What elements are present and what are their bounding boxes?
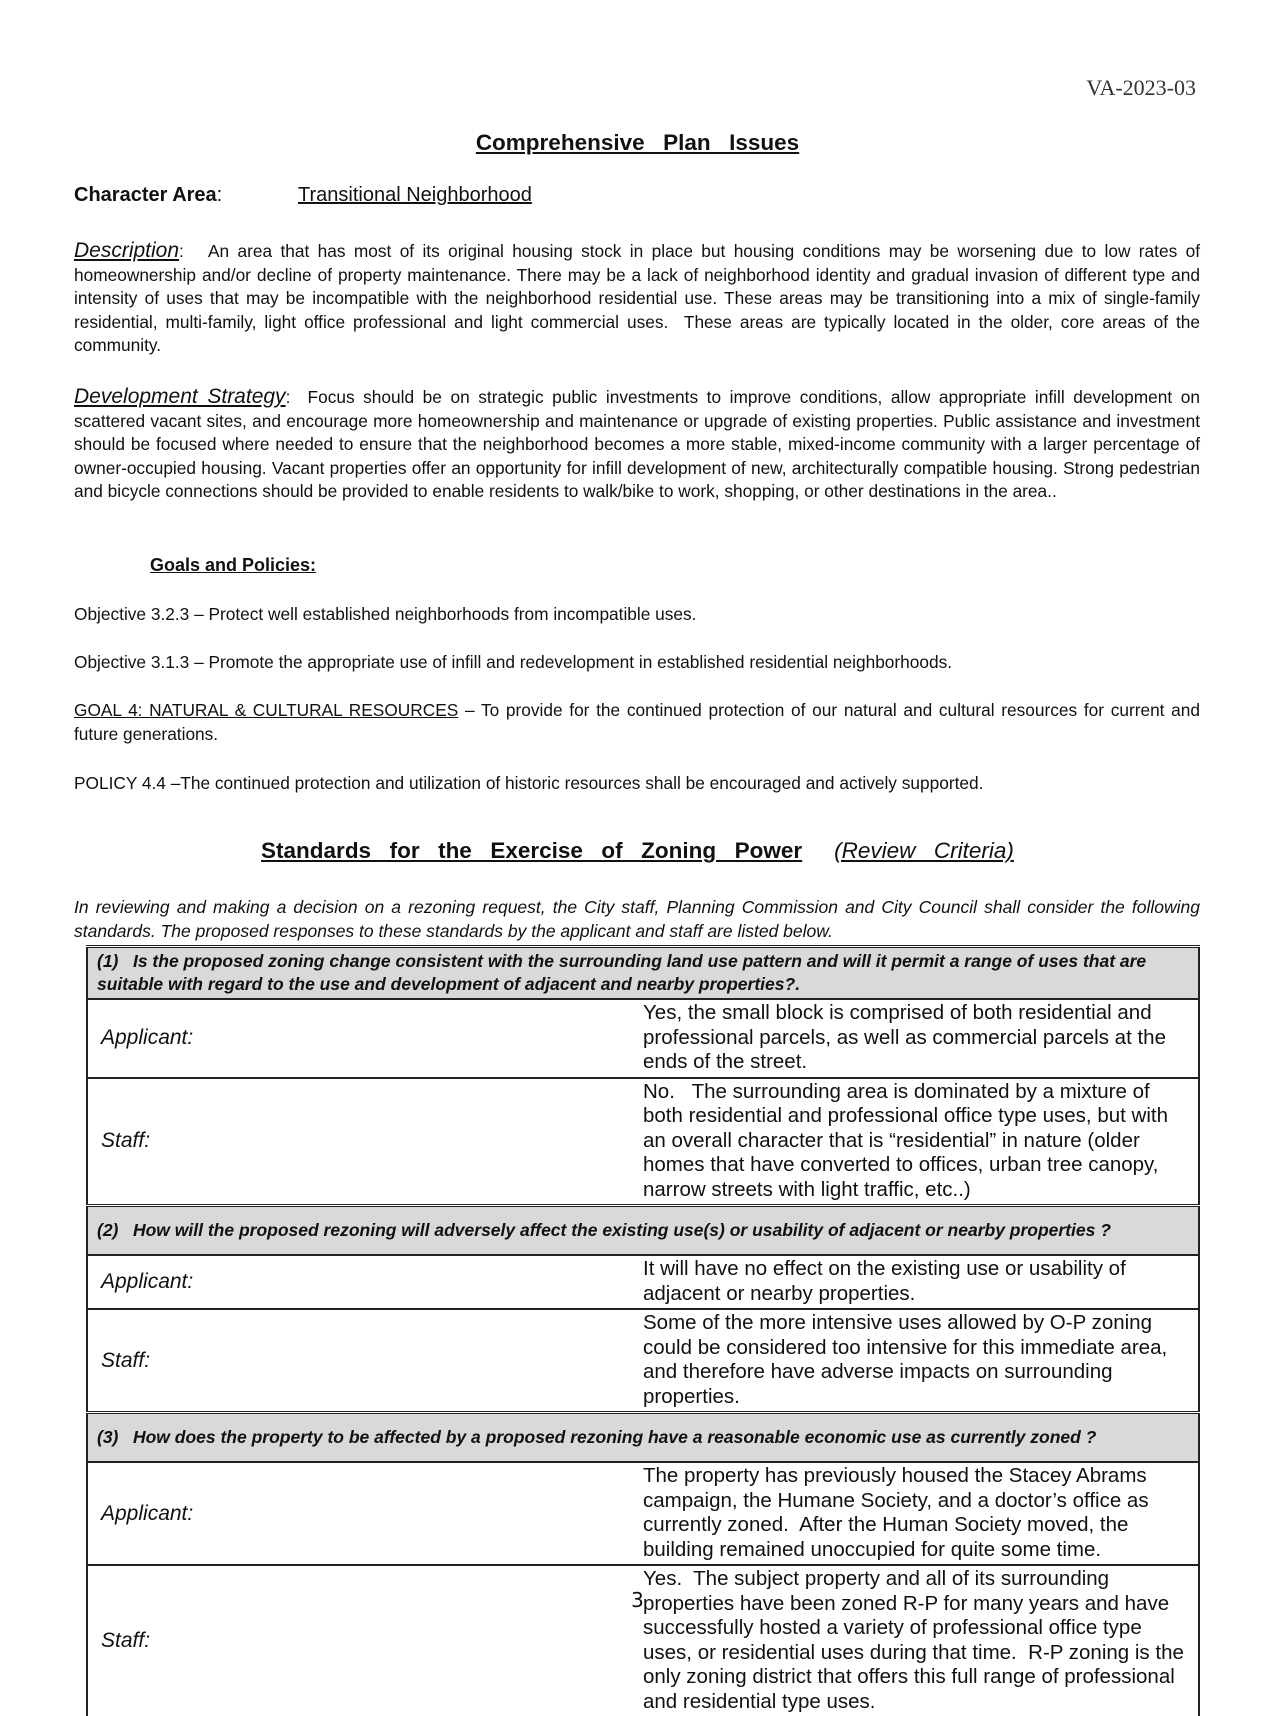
staff-response-2: Some of the more intensive uses allowed by O-P zoning could be considered too intensive for this immediate area, and therefore have adverse impacts on surrounding properties. xyxy=(643,1309,1199,1413)
applicant-response-1: Yes, the small block is comprised of both residential and professional parcels, as well as commercial parcels at the ends of the street. xyxy=(643,999,1199,1078)
policy-4-4: POLICY 4.4 –The continued protection and utilization of historic resources shall be encouraged and actively supported. xyxy=(74,773,984,793)
staff-label: Staff: xyxy=(87,1565,643,1716)
applicant-row xyxy=(87,1462,1199,1565)
development-strategy-label: Development Strategy xyxy=(74,385,286,408)
staff-label: Staff: xyxy=(87,1309,643,1413)
character-area-colon: : xyxy=(216,184,223,206)
applicant-label: Applicant: xyxy=(87,1462,643,1565)
standards-intro: In reviewing and making a decision on a rezoning request, the City staff, Planning Commission and City Council shall consider the following standards. The proposed responses to these standards by the applicant and staff are listed below. xyxy=(74,897,1200,941)
question-2: (2) How will the proposed rezoning will adversely affect the existing use(s) or usability of adjacent or nearby properties ? xyxy=(87,1206,1199,1256)
applicant-label: Applicant: xyxy=(87,1255,643,1309)
goal-4-text: – To provide for the continued protection of our natural and cultural resources for current and future generations. xyxy=(74,700,1201,744)
staff-row xyxy=(87,1309,1199,1413)
character-area xyxy=(74,184,532,207)
development-strategy-text: : Focus should be on strategic public investments to improve conditions, allow appropriate infill development on scattered vacant sites, and encourage more homeownership and maintenance or upgrade of existing properties. Public assistance and investment should be focused where needed to ensure that the neighborhood becomes a more stable, mixed-income community with a larger percentage of owner-occupied housing. Vacant properties offer an opportunity for infill development of new, architecturally compatible housing. Strong pedestrian and bicycle connections should be provided to enable residents to walk/bike to work, shopping, or other destinations in the area.. xyxy=(74,387,1205,502)
description-label: Description xyxy=(74,239,180,262)
description-text: : An area that has most of its original housing stock in place but housing conditions may be worsening due to low rates of homeownership and/or decline of property maintenance. There may be a lack of neighborhood identity and gradual invasion of different type and intensity of uses that may be incompatible with the neighborhood residential use. These areas may be transitioning into a mix of single-family residential, multi-family, light office professional and light commercial uses. These areas are typically located in the older, core areas of the community. xyxy=(74,241,1205,356)
goals-policies-heading: Goals and Policies: xyxy=(150,555,317,575)
applicant-response-2: It will have no effect on the existing use or usability of adjacent or nearby properties. xyxy=(643,1255,1199,1309)
applicant-label: Applicant: xyxy=(87,999,643,1078)
question-1: (1) Is the proposed zoning change consistent with the surrounding land use pattern and will it permit a range of uses that are suitable with regard to the use and development of adjacent and nearby properties?. xyxy=(87,947,1199,1000)
staff-response-3: Yes. The subject property and all of its surrounding properties have been zoned R-P for many years and have successfully hosted a variety of professional office type uses, or residential uses during that time. R-P zoning is the only zoning district that offers this full range of professional and residential type uses. xyxy=(643,1565,1199,1716)
development-strategy-paragraph xyxy=(74,385,1205,504)
goal-4-label: GOAL 4: NATURAL & CULTURAL RESOURCES xyxy=(74,700,459,720)
standards-title-row xyxy=(0,838,1275,864)
question-row xyxy=(87,1413,1199,1463)
applicant-response-3: The property has previously housed the Stacey Abrams campaign, the Humane Society, and a doctor’s office as currently zoned. After the Human Society moved, the building remained unoccupied for quite some time. xyxy=(643,1462,1199,1565)
document-number: VA-2023-03 xyxy=(1086,75,1196,100)
question-3: (3) How does the property to be affected by a proposed rezoning have a reasonable economic use as currently zoned ? xyxy=(87,1413,1199,1463)
standards-subtitle: (Review Criteria) xyxy=(834,838,1014,863)
staff-response-1: No. The surrounding area is dominated by a mixture of both residential and professional office type uses, but with an overall character that is “residential” in nature (older homes that have converted to offices, urban tree canopy, narrow streets with light traffic, etc..) xyxy=(643,1078,1199,1206)
objective-3-2-3: Objective 3.2.3 – Protect well established neighborhoods from incompatible uses. xyxy=(74,604,697,624)
question-row xyxy=(87,947,1199,1000)
staff-row xyxy=(87,1078,1199,1206)
objective-3-1-3: Objective 3.1.3 – Promote the appropriate use of infill and redevelopment in established residential neighborhoods. xyxy=(74,652,953,672)
applicant-row xyxy=(87,1255,1199,1309)
staff-label: Staff: xyxy=(87,1078,643,1206)
description-paragraph xyxy=(74,239,1205,358)
goal-4 xyxy=(74,699,1200,746)
character-area-value: Transitional Neighborhood xyxy=(298,184,532,206)
standards-title: Standards for the Exercise of Zoning Power xyxy=(261,838,803,863)
comprehensive-plan-title: Comprehensive Plan Issues xyxy=(475,130,800,155)
question-row xyxy=(87,1206,1199,1256)
character-area-label: Character Area xyxy=(74,184,217,206)
applicant-row xyxy=(87,999,1199,1078)
page-number: 3 xyxy=(631,1588,644,1612)
